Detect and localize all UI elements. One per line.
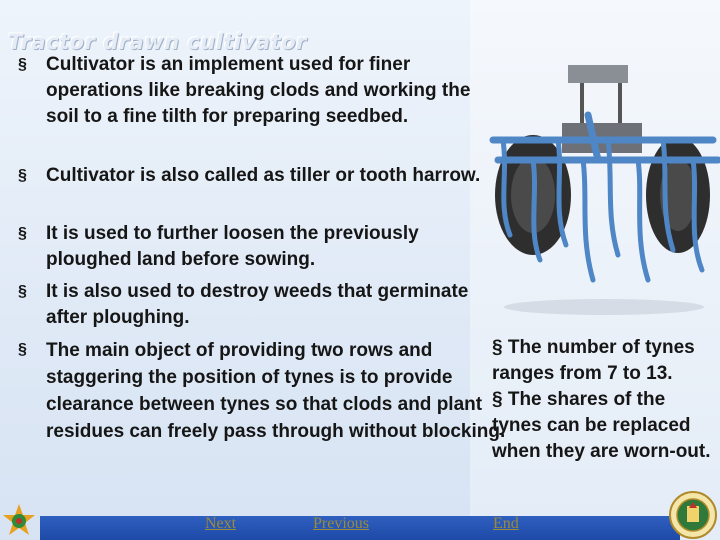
emblem-seal-icon: [668, 490, 718, 540]
end-link[interactable]: End: [493, 515, 519, 532]
side-note-tynes-count: § The number of tynes ranges from 7 to 13.: [492, 337, 695, 384]
previous-link[interactable]: Previous: [313, 515, 369, 532]
bullet-item: [18, 337, 516, 445]
bullet-text: It is also used to destroy weeds that germinate after ploughing.: [46, 281, 469, 328]
tractor-cultivator-photo: [488, 45, 720, 325]
slide-title: Tractor drawn cultivator: [8, 30, 307, 54]
bullet-marker: §: [18, 341, 27, 358]
side-notes: [492, 335, 718, 465]
bullet-marker: §: [18, 167, 27, 184]
bullet-text: The main object of providing two rows and staggering the position of tynes is to provide clearance between tynes so that clods and plant residues can freely pass through without blocking.: [46, 340, 506, 442]
tractor-roof: [568, 65, 628, 83]
bullet-text: It is used to further loosen the previously ploughed land before sowing.: [46, 223, 419, 270]
bullet-item: [18, 279, 501, 331]
bullet-marker: §: [18, 283, 27, 300]
bullet-text: Cultivator is an implement used for finer operations like breaking clods and working the soil to a fine tilth for preparing seedbed.: [46, 54, 471, 127]
bullet-item: [18, 52, 501, 130]
side-note-shares: § The shares of the tynes can be replaced when they are worn-out.: [492, 389, 711, 462]
bullet-marker: §: [18, 56, 27, 73]
next-link[interactable]: Next: [205, 515, 237, 532]
bullet-text: Cultivator is also called as tiller or tooth harrow.: [46, 165, 481, 186]
university-logo-icon: [0, 502, 38, 540]
bullet-marker: §: [18, 225, 27, 242]
bullet-item: [18, 221, 501, 273]
bullet-item: [18, 163, 501, 189]
